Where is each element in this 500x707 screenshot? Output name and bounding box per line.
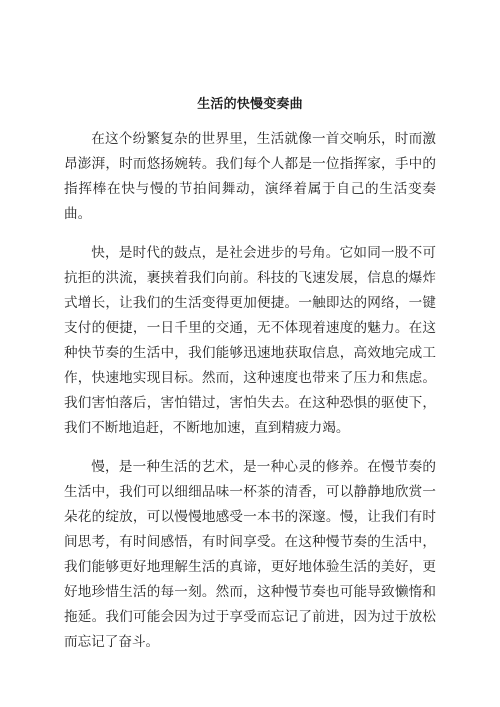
document-body xyxy=(64,127,436,669)
document-title: 生活的快慢变奏曲 xyxy=(197,97,303,112)
paragraph-intro: 在这个纷繁复杂的世界里，生活就像一首交响乐，时而激昂澎湃，时而悠扬婉转。我们每个人都是一位指挥家，手中的指挥棒在快与慢的节拍间舞动，演绎着属于自己的生活变奏曲。 xyxy=(64,131,436,222)
paragraph-slow: 慢，是一种生活的艺术，是一种心灵的修养。在慢节奏的生活中，我们可以细细品味一杯茶的清香，可以静静地欣赏一朵花的绽放，可以慢慢地感受一本书的深邃。慢，让我们有时间思考，有时间感悟，有时间享受。在这种慢节奏的生活中，我们能够更好地理解生活的真谛，更好地体验生活的美好，更好地珍惜生活的每一刻。然而，这种慢节奏也可能导致懒惰和拖延。我们可能会因为过于享受而忘记了前进，因为过于放松而忘记了奋斗。 xyxy=(64,459,436,650)
paragraph-fast: 快，是时代的鼓点，是社会进步的号角。它如同一股不可抗拒的洪流，裹挟着我们向前。科技的飞速发展，信息的爆炸式增长，让我们的生活变得更加便捷。一触即达的网络，一键支付的便捷，一日千里的交通，无不体现着速度的魅力。在这种快节奏的生活中，我们能够迅速地获取信息，高效地完成工作，快速地实现目标。然而，这种速度也带来了压力和焦虑。我们害怕落后，害怕错过，害怕失去。在这种恐惧的驱使下，我们不断地追赶，不断地加速，直到精疲力竭。 xyxy=(64,245,436,436)
